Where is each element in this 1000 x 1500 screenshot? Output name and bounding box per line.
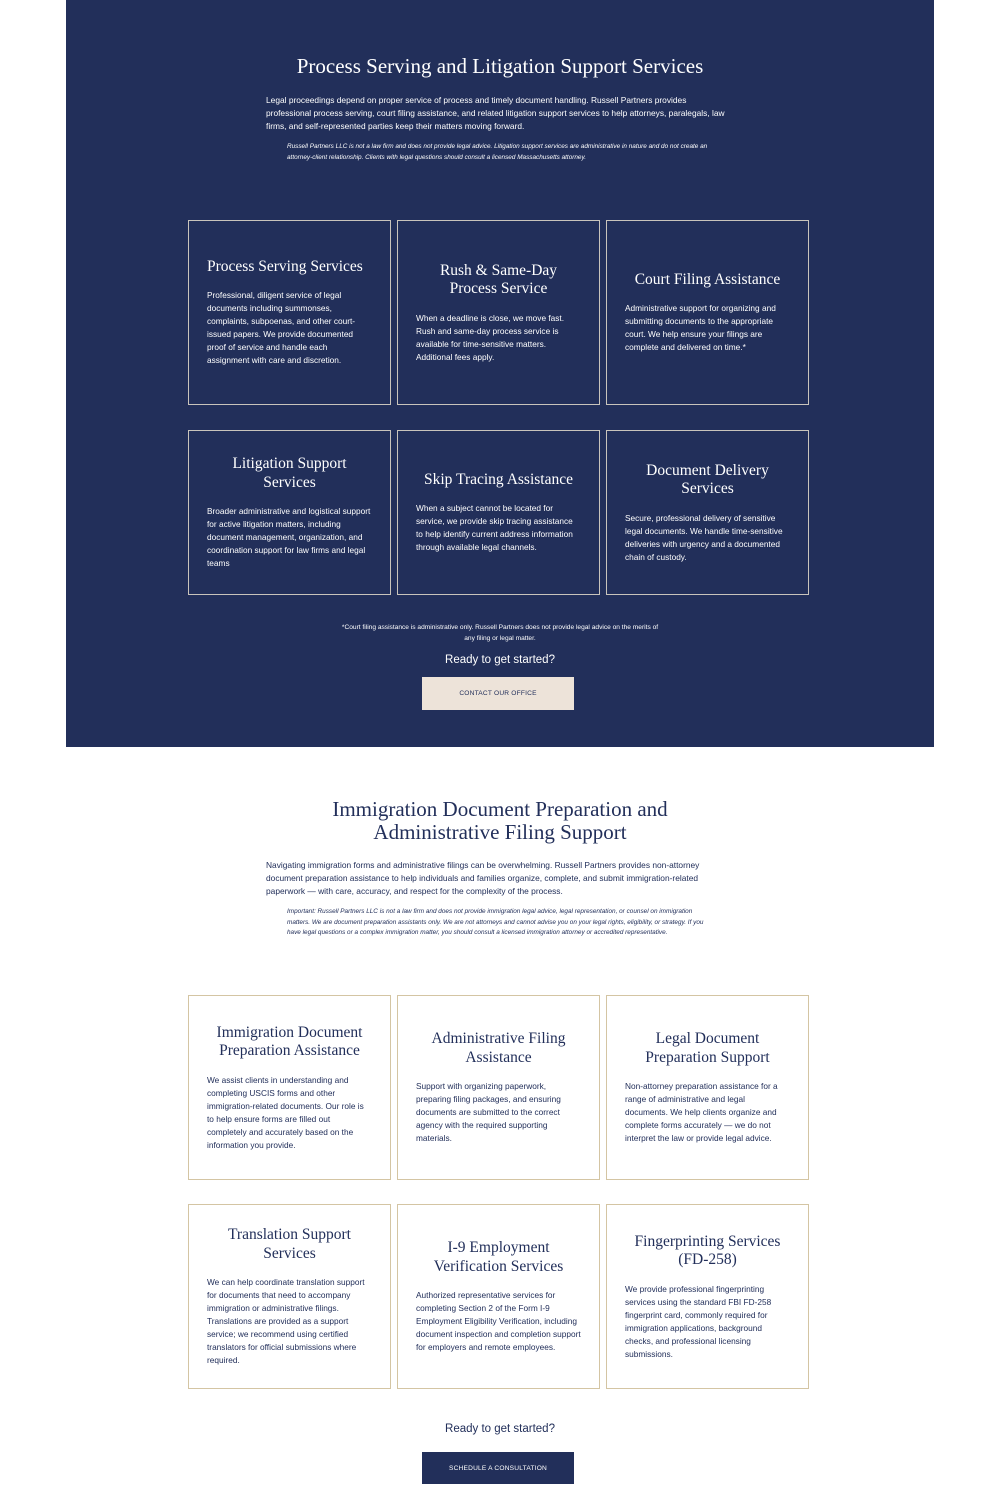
service-card-process-serving [188, 220, 391, 405]
process-cta-label: Ready to get started? [445, 654, 555, 666]
card-title: I-9 Employment Verification Services [433, 1239, 564, 1275]
immigration-title-line2: Administrative Filing Support [373, 820, 627, 844]
immigration-cta-label: Ready to get started? [445, 1423, 555, 1435]
card-body: Authorized representative services for completing Section 2 of the Form I-9 Employment Eligibility Verification, including document inspection and completion support for employers and remote employees. [416, 1290, 581, 1352]
card-body: We can help coordinate translation support for documents that need to accompany immigration or administrative filings. Translations are provided as a support service; we recommend using certified translators for official submissions where required. [207, 1277, 365, 1365]
service-card-i9-verification [397, 1204, 600, 1389]
service-card-fingerprinting [606, 1204, 809, 1389]
contact-office-button[interactable]: CONTACT OUR OFFICE [422, 677, 574, 710]
card-body: We provide professional fingerprinting services using the standard FBI FD-258 fingerprint card, commonly required for immigration applications, background checks, and professional licensing submissions. [625, 1283, 772, 1359]
card-title: Court Filing Assistance [634, 270, 781, 288]
immigration-disclaimer: Important: Russell Partners LLC is not a law firm and does not provide immigration legal advice, legal representation, or counsel on immigration matters. We are document preparation assistants only. We are not attorneys and cannot advise you on your legal rights, eligibility, or strategy. If you have legal questions or a complex immigration matter, you should consult a licensed immigration attorney or accredited representative. [287, 908, 704, 936]
card-title: Legal Document Preparation Support [645, 1030, 770, 1066]
card-title: Process Serving Services [207, 257, 363, 275]
service-card-rush-same-day [397, 220, 600, 405]
card-body: Broader administrative and logistical support for active litigation matters, including document management, organization, and coordination support for law firms and legal teams [207, 506, 371, 568]
service-card-skip-tracing [397, 430, 600, 595]
card-title: Skip Tracing Assistance [424, 470, 573, 488]
process-intro: Legal proceedings depend on proper service of process and timely document handling. Russell Partners provides professional process serving, court filing assistance, and related litigation support services to help attorneys, paralegals, law firms, and self-represented parties keep their matters moving forward. [266, 95, 725, 131]
card-title: Immigration Document Preparation Assistance [216, 1023, 363, 1059]
service-card-court-filing [606, 220, 809, 405]
service-card-translation-support [188, 1204, 391, 1389]
immigration-section-title [0, 798, 1000, 844]
card-body: When a deadline is close, we move fast. Rush and same-day process service is available for time-sensitive matters. Additional fees apply. [416, 312, 565, 362]
card-body: We assist clients in understanding and completing USCIS forms and other immigration-related documents. Our role is to help ensure forms are filled out completely and accurately based on the information you provide. [207, 1074, 364, 1150]
card-body: Non-attorney preparation assistance for a range of administrative and legal documents. We help clients organize and complete forms accurately — we do not interpret the law or provide legal advice. [625, 1081, 778, 1143]
immigration-title-line1: Immigration Document Preparation and [332, 797, 668, 821]
service-card-administrative-filing [397, 995, 600, 1180]
card-body: Administrative support for organizing and submitting documents to the appropriate court. We help ensure your filings are complete and delivered on time.* [625, 303, 776, 353]
immigration-intro: Navigating immigration forms and administrative filings can be overwhelming. Russell Partners provides non-attorney document preparation assistance to help individuals and families organize, complete, and submit immigration-related paperwork — with care, accuracy, and respect for the complexity of the process. [266, 860, 700, 896]
card-title: Document Delivery Services [646, 461, 769, 497]
court-filing-footnote: *Court filing assistance is administrative only. Russell Partners does not provide legal advice on the merits of any filing or legal matter. [341, 624, 659, 642]
card-body: Support with organizing paperwork, preparing filing packages, and ensuring documents are submitted to the correct agency with the required supporting materials. [416, 1081, 561, 1143]
card-title: Administrative Filing Assistance [431, 1030, 566, 1066]
card-title: Rush & Same-Day Process Service [439, 261, 558, 297]
process-serving-section [66, 0, 934, 747]
process-disclaimer: Russell Partners LLC is not a law firm and does not provide legal advice. Litigation support services are administrative in nature and do not create an attorney-client relationship. Clients with legal questions should consult a licensed Massachusetts attorney. [287, 143, 708, 161]
card-title: Fingerprinting Services (FD-258) [634, 1232, 781, 1268]
schedule-consultation-button[interactable]: SCHEDULE A CONSULTATION [422, 1452, 574, 1484]
card-title: Translation Support Services [227, 1226, 351, 1262]
service-card-litigation-support [188, 430, 391, 595]
card-body: When a subject cannot be located for service, we provide skip tracing assistance to help identify current address information through available legal channels. [416, 503, 573, 553]
immigration-section [0, 747, 1000, 1500]
service-card-legal-document-preparation [606, 995, 809, 1180]
card-title: Litigation Support Services [232, 455, 347, 491]
process-section-title: Process Serving and Litigation Support Services [296, 54, 704, 78]
service-card-immigration-document-preparation [188, 995, 391, 1180]
card-body: Secure, professional delivery of sensitive legal documents. We handle time-sensitive deliveries with urgency and a documented chain of custody. [625, 512, 783, 562]
service-card-document-delivery [606, 430, 809, 595]
card-body: Professional, diligent service of legal documents including summonses, complaints, subpoenas, and other court-issued papers. We provide documented proof of service and handle each assignment with care and discretion. [207, 290, 356, 366]
